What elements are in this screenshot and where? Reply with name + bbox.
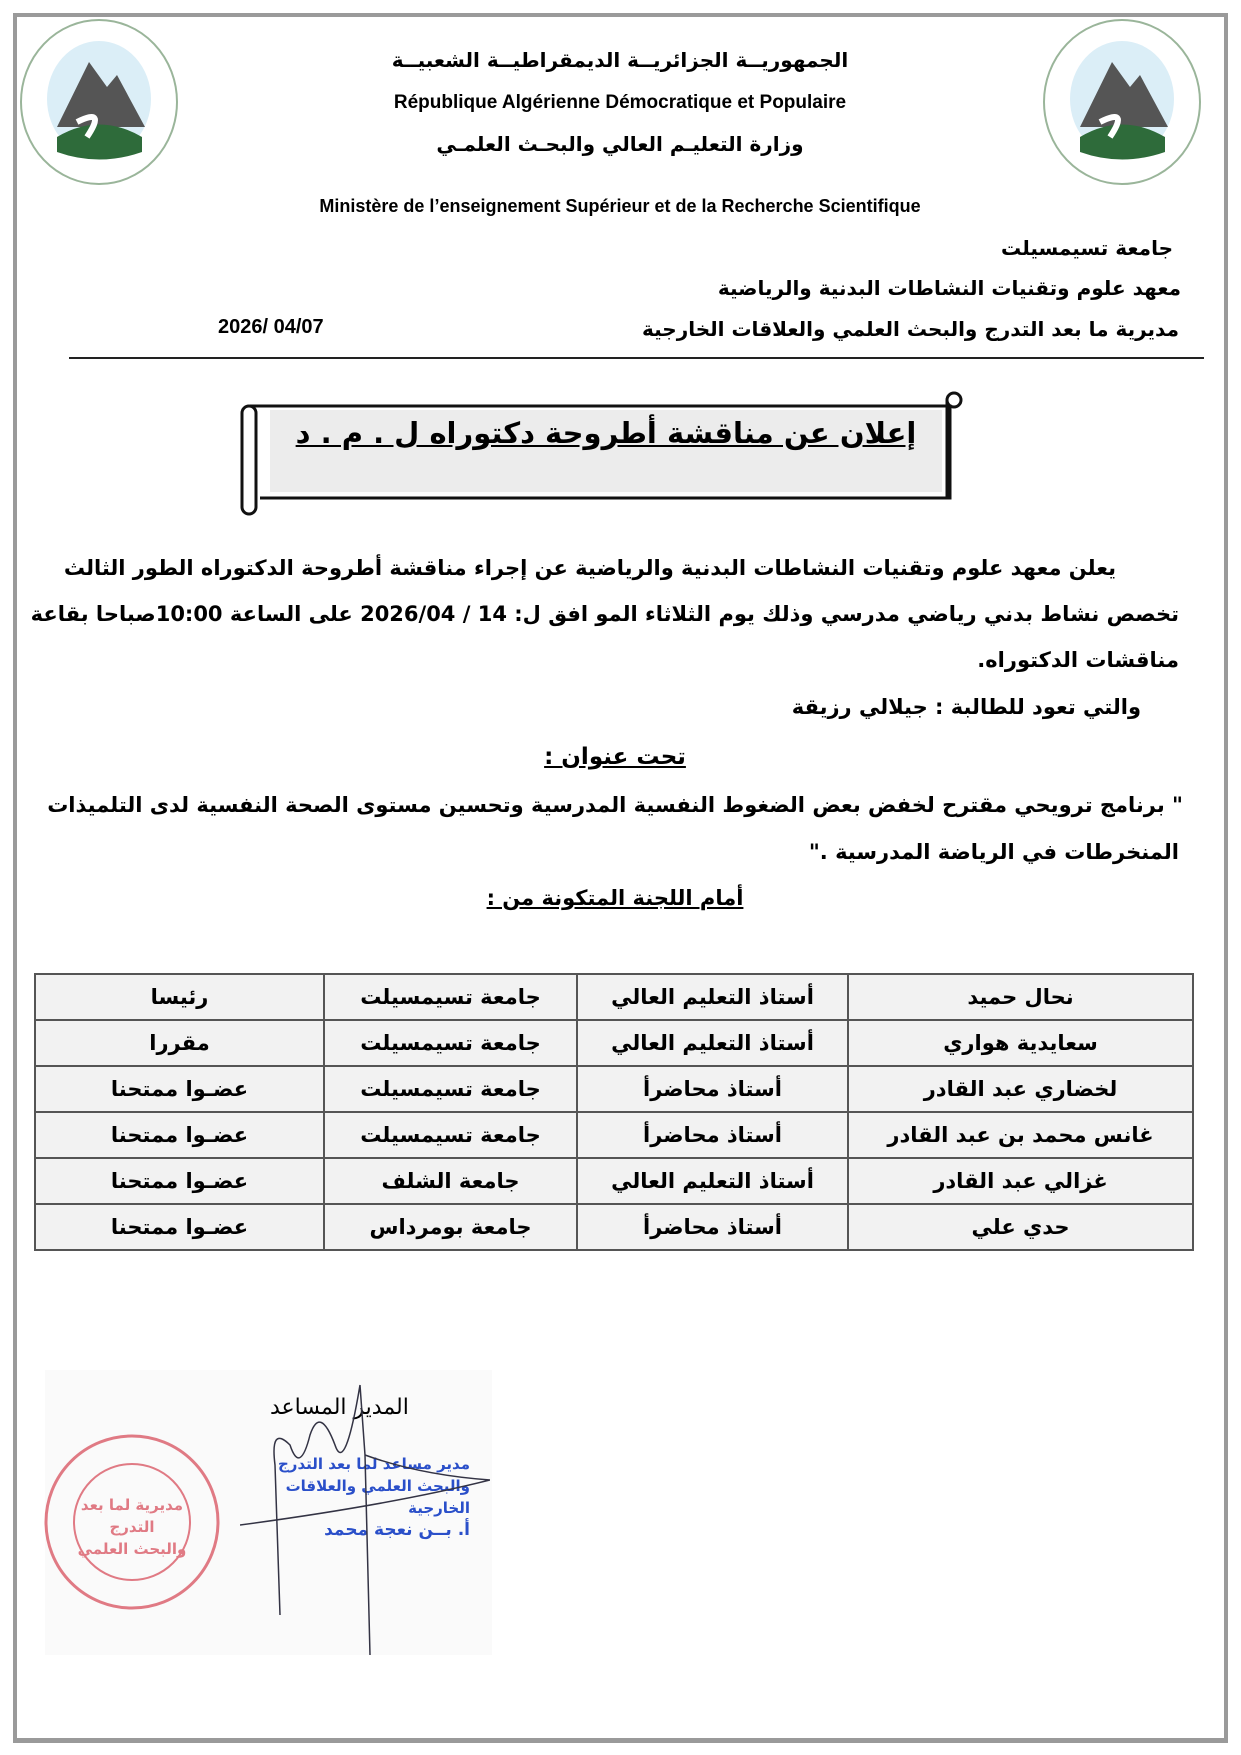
body-line-3: مناقشات الدكتوراه. xyxy=(977,648,1179,672)
member-rank: أستاذ التعليم العالي xyxy=(577,974,848,1020)
member-name: غزالي عبد القادر xyxy=(848,1158,1193,1204)
member-role: عضـوا ممتحنا xyxy=(35,1158,324,1204)
member-university: جامعة تسيمسيلت xyxy=(324,974,577,1020)
member-role: عضـوا ممتحنا xyxy=(35,1204,324,1250)
member-university: جامعة تسيمسيلت xyxy=(324,1020,577,1066)
member-role: مقررا xyxy=(35,1020,324,1066)
member-name: لخضاري عبد القادر xyxy=(848,1066,1193,1112)
stamp-line-1: مدير مساعد لما بعد التدرج xyxy=(278,1455,470,1473)
member-university: جامعة الشلف xyxy=(324,1158,577,1204)
stamp-line-3: أ. بــن نعجة محمد xyxy=(324,1520,470,1540)
committee-row xyxy=(35,1158,1193,1204)
member-role: رئيسا xyxy=(35,974,324,1020)
member-rank: أستاذ التعليم العالي xyxy=(577,1158,848,1204)
member-rank: أستاذ محاضرأ xyxy=(577,1112,848,1158)
thesis-title-line-1: " برنامج ترويحي مقترح لخفض بعض الضغوط النفسية المدرسية وتحسين مستوى الصحة النفسية لدى التلميذات xyxy=(47,793,1183,817)
thesis-title-heading: تحت عنوان : xyxy=(544,744,686,770)
ministry-ar: وزارة التعليـم العالي والبحـث العلمـي xyxy=(436,132,804,156)
svg-text:مديرية لما بعد: مديرية لما بعد xyxy=(80,1496,184,1514)
member-role: عضـوا ممتحنا xyxy=(35,1066,324,1112)
official-seal xyxy=(40,1430,225,1615)
committee-row xyxy=(35,1020,1193,1066)
svg-text:والبحث العلمي: والبحث العلمي xyxy=(77,1540,187,1558)
header-divider xyxy=(69,357,1204,359)
member-role: عضـوا ممتحنا xyxy=(35,1112,324,1158)
sender-university: جامعة تسيمسيلت xyxy=(1001,236,1173,260)
committee-table xyxy=(34,973,1194,1251)
member-university: جامعة بومرداس xyxy=(324,1204,577,1250)
member-name: غانس محمد بن عبد القادر xyxy=(848,1112,1193,1158)
member-name: حدي علي xyxy=(848,1204,1193,1250)
member-rank: أستاذ محاضرأ xyxy=(577,1204,848,1250)
member-name: سعايدية هواري xyxy=(848,1020,1193,1066)
republic-fr: République Algérienne Démocratique et Populaire xyxy=(393,92,847,113)
committee-row xyxy=(35,1112,1193,1158)
sender-directorate: مديرية ما بعد التدرج والبحث العلمي والعلاقات الخارجية xyxy=(641,317,1179,341)
announcement-title: إعلان عن مناقشة أطروحة دكتوراه ل . م . د xyxy=(295,416,917,450)
document-date: 2026/ 04/07 xyxy=(218,316,324,338)
university-logo-left xyxy=(17,17,182,187)
committee-heading: أمام اللجنة المتكونة من : xyxy=(486,886,744,910)
member-university: جامعة تسيمسيلت xyxy=(324,1066,577,1112)
sender-institute: معهد علوم وتقنيات النشاطات البدنية والرياضية xyxy=(717,276,1181,300)
thesis-title-line-2: المنخرطات في الرياضة المدرسية ." xyxy=(808,840,1179,864)
committee-row xyxy=(35,1066,1193,1112)
body-line-2: تخصص نشاط بدني رياضي مدرسي وذلك يوم الثلاثاء المو افق ل: 14 / 2026/04 على الساعة 10:00صباحا بقاعة xyxy=(30,602,1179,626)
committee-row xyxy=(35,1204,1193,1250)
ministry-fr: Ministère de l’enseignement Supérieur et de la Recherche Scientifique xyxy=(319,196,921,216)
member-university: جامعة تسيمسيلت xyxy=(324,1112,577,1158)
signatory-title: المدير المساعد xyxy=(270,1395,409,1420)
committee-row xyxy=(35,974,1193,1020)
university-logo-right xyxy=(1040,17,1205,187)
body-line-1: يعلن معهد علوم وتقنيات النشاطات البدنية والرياضية عن إجراء مناقشة أطروحة الدكتوراه الطور الثالث xyxy=(63,556,1116,580)
student-line: والتي تعود للطالبة : جيلالي رزيقة xyxy=(791,695,1141,719)
member-name: نحال حميد xyxy=(848,974,1193,1020)
stamp-line-2: والبحث العلمي والعلاقات الخارجية xyxy=(285,1477,470,1517)
republic-ar: الجمهوريــة الجزائريــة الديمقراطيــة الشعبيــة xyxy=(391,48,849,72)
member-rank: أستاذ التعليم العالي xyxy=(577,1020,848,1066)
svg-text:التدرج: التدرج xyxy=(109,1518,155,1536)
handwritten-signature xyxy=(240,1365,490,1665)
member-rank: أستاذ محاضرأ xyxy=(577,1066,848,1112)
